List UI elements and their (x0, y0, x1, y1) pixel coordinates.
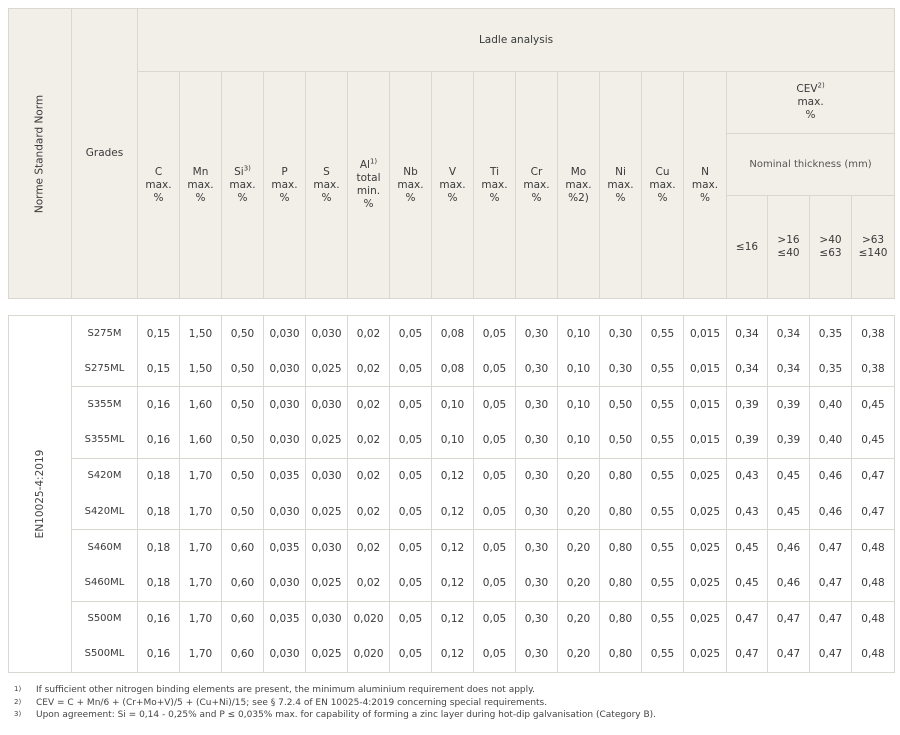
value-cell: 0,16 (138, 601, 180, 637)
value-cell: 0,030 (306, 601, 348, 637)
nominal-thickness-header: Nominal thickness (mm) (727, 134, 895, 196)
value-cell: 1,50 (180, 316, 222, 352)
value-cell: 0,05 (474, 458, 516, 494)
footnote-1: 1) If sufficient other nitrogen binding elements are present, the minimum aluminium requirement does not apply. (14, 685, 536, 695)
value-cell: 0,46 (768, 530, 810, 566)
value-cell: 0,47 (727, 637, 768, 673)
value-cell: 0,12 (432, 637, 474, 673)
value-cell: 0,55 (642, 530, 684, 566)
value-cell: 0,18 (138, 530, 180, 566)
value-cell: 0,025 (684, 530, 727, 566)
value-cell: 0,05 (390, 316, 432, 352)
value-cell: 0,05 (390, 601, 432, 637)
value-cell: 0,35 (810, 351, 852, 387)
value-cell: 0,035 (264, 530, 306, 566)
value-cell: 0,02 (348, 530, 390, 566)
value-cell: 0,030 (264, 316, 306, 352)
table-row (9, 423, 895, 459)
value-cell: 0,02 (348, 423, 390, 459)
grade-cell: S500M (72, 601, 138, 637)
value-cell: 0,45 (852, 387, 895, 423)
value-cell: 0,05 (474, 601, 516, 637)
value-cell: 0,030 (306, 458, 348, 494)
table-row (9, 637, 895, 673)
value-cell: 0,16 (138, 637, 180, 673)
value-cell: 0,05 (474, 565, 516, 601)
value-cell: 0,30 (516, 601, 558, 637)
value-cell: 0,46 (810, 458, 852, 494)
footnote-2: 2) CEV = C + Mn/6 + (Cr+Mo+V)/5 + (Cu+Ni)/15; see § 7.2.4 of EN 10025-4:2019 concerning special requirements. (14, 697, 548, 708)
value-cell: 0,05 (474, 316, 516, 352)
col-header-p: P max. % (264, 72, 306, 299)
value-cell: 0,38 (852, 351, 895, 387)
table-row (9, 316, 895, 352)
value-cell: 0,40 (810, 387, 852, 423)
col-header-ti: Ti max. % (474, 72, 516, 299)
value-cell: 0,20 (558, 601, 600, 637)
value-cell: 0,030 (264, 637, 306, 673)
grade-cell: S460M (72, 530, 138, 566)
value-cell: 0,30 (516, 637, 558, 673)
value-cell: 0,20 (558, 637, 600, 673)
value-cell: 0,50 (222, 458, 264, 494)
value-cell: 0,30 (600, 316, 642, 352)
value-cell: 0,030 (306, 316, 348, 352)
value-cell: 0,05 (390, 530, 432, 566)
value-cell: 0,80 (600, 494, 642, 530)
value-cell: 1,70 (180, 637, 222, 673)
value-cell: 0,025 (684, 458, 727, 494)
value-cell: 1,70 (180, 601, 222, 637)
value-cell: 0,05 (390, 351, 432, 387)
value-cell: 0,55 (642, 494, 684, 530)
value-cell: 0,34 (727, 316, 768, 352)
value-cell: 0,45 (727, 530, 768, 566)
value-cell: 0,18 (138, 458, 180, 494)
value-cell: 0,025 (306, 565, 348, 601)
value-cell: 0,80 (600, 565, 642, 601)
value-cell: 0,02 (348, 351, 390, 387)
value-cell: 0,18 (138, 494, 180, 530)
value-cell: 0,05 (474, 637, 516, 673)
value-cell: 1,60 (180, 387, 222, 423)
value-cell: 0,50 (222, 351, 264, 387)
value-cell: 0,50 (222, 316, 264, 352)
value-cell: 0,43 (727, 458, 768, 494)
value-cell: 0,025 (684, 601, 727, 637)
value-cell: 0,025 (306, 351, 348, 387)
col-header-si: Si$^{3)}$ max. % (222, 72, 264, 299)
value-cell: 0,08 (432, 316, 474, 352)
value-cell: 0,30 (516, 458, 558, 494)
value-cell: 0,20 (558, 458, 600, 494)
value-cell: 0,48 (852, 601, 895, 637)
table-body (8, 315, 895, 673)
value-cell: 0,80 (600, 637, 642, 673)
thickness-header-1: ≤16 (727, 196, 768, 299)
grade-cell: S275ML (72, 351, 138, 387)
col-header-ni: Ni max. % (600, 72, 642, 299)
value-cell: 0,48 (852, 530, 895, 566)
value-cell: 0,39 (727, 387, 768, 423)
col-header-mn: Mn max. % (180, 72, 222, 299)
value-cell: 0,10 (558, 351, 600, 387)
value-cell: 0,45 (768, 458, 810, 494)
value-cell: 0,16 (138, 423, 180, 459)
value-cell: 0,030 (264, 387, 306, 423)
value-cell: 0,15 (138, 316, 180, 352)
value-cell: 0,030 (306, 530, 348, 566)
value-cell: 0,60 (222, 637, 264, 673)
grade-cell: S460ML (72, 565, 138, 601)
col-header-s: S max. % (306, 72, 348, 299)
value-cell: 0,60 (222, 601, 264, 637)
value-cell: 0,030 (264, 565, 306, 601)
value-cell: 0,30 (516, 494, 558, 530)
value-cell: 0,12 (432, 458, 474, 494)
value-cell: 0,47 (810, 530, 852, 566)
value-cell: 0,05 (390, 565, 432, 601)
value-cell: 0,50 (600, 387, 642, 423)
value-cell: 0,80 (600, 458, 642, 494)
col-header-cr: Cr max. % (516, 72, 558, 299)
value-cell: 0,02 (348, 565, 390, 601)
value-cell: 0,30 (516, 530, 558, 566)
value-cell: 0,47 (727, 601, 768, 637)
value-cell: 0,34 (768, 316, 810, 352)
value-cell: 0,55 (642, 637, 684, 673)
value-cell: 0,55 (642, 423, 684, 459)
value-cell: 0,025 (306, 494, 348, 530)
value-cell: 0,47 (768, 637, 810, 673)
value-cell: 0,015 (684, 423, 727, 459)
table-row (9, 565, 895, 601)
value-cell: 0,05 (474, 387, 516, 423)
thickness-header-4: >63 ≤140 (852, 196, 895, 299)
table-row (9, 351, 895, 387)
value-cell: 0,30 (516, 351, 558, 387)
grade-cell: S275M (72, 316, 138, 352)
value-cell: 0,30 (516, 387, 558, 423)
table-row (9, 387, 895, 423)
col-header-v: V max. % (432, 72, 474, 299)
value-cell: 0,47 (810, 637, 852, 673)
value-cell: 0,47 (852, 458, 895, 494)
footnotes (14, 684, 894, 722)
value-cell: 0,16 (138, 387, 180, 423)
table-row (9, 601, 895, 637)
value-cell: 0,55 (642, 351, 684, 387)
value-cell: 0,45 (768, 494, 810, 530)
value-cell: 0,46 (810, 494, 852, 530)
value-cell: 0,46 (768, 565, 810, 601)
value-cell: 0,030 (264, 494, 306, 530)
value-cell: 1,60 (180, 423, 222, 459)
value-cell: 0,05 (474, 530, 516, 566)
value-cell: 0,60 (222, 565, 264, 601)
value-cell: 0,030 (264, 423, 306, 459)
value-cell: 0,025 (684, 565, 727, 601)
value-cell: 0,55 (642, 601, 684, 637)
table-row (9, 530, 895, 566)
value-cell: 0,34 (727, 351, 768, 387)
value-cell: 1,70 (180, 530, 222, 566)
value-cell: 0,80 (600, 530, 642, 566)
table-row (9, 458, 895, 494)
value-cell: 0,02 (348, 316, 390, 352)
col-header-mo: Mo max. %2) (558, 72, 600, 299)
value-cell: 0,50 (222, 494, 264, 530)
value-cell: 0,12 (432, 565, 474, 601)
value-cell: 0,05 (390, 637, 432, 673)
value-cell: 0,035 (264, 601, 306, 637)
value-cell: 0,18 (138, 565, 180, 601)
value-cell: 0,45 (727, 565, 768, 601)
value-cell: 0,80 (600, 601, 642, 637)
value-cell: 1,70 (180, 565, 222, 601)
value-cell: 0,020 (348, 601, 390, 637)
value-cell: 0,47 (852, 494, 895, 530)
value-cell: 0,020 (348, 637, 390, 673)
value-cell: 0,02 (348, 387, 390, 423)
value-cell: 0,30 (516, 316, 558, 352)
value-cell: 0,10 (432, 423, 474, 459)
value-cell: 0,39 (727, 423, 768, 459)
value-cell: 0,47 (810, 601, 852, 637)
value-cell: 0,48 (852, 565, 895, 601)
value-cell: 0,39 (768, 423, 810, 459)
value-cell: 0,10 (558, 423, 600, 459)
value-cell: 1,70 (180, 494, 222, 530)
value-cell: 0,030 (264, 351, 306, 387)
value-cell: 1,70 (180, 458, 222, 494)
thickness-header-2: >16 ≤40 (768, 196, 810, 299)
value-cell: 0,40 (810, 423, 852, 459)
value-cell: 0,55 (642, 387, 684, 423)
value-cell: 0,38 (852, 316, 895, 352)
col-header-cu: Cu max. % (642, 72, 684, 299)
value-cell: 0,20 (558, 565, 600, 601)
grade-cell: S420ML (72, 494, 138, 530)
value-cell: 0,50 (222, 387, 264, 423)
col-header-al: Al$^{1)}$ total min. % (348, 72, 390, 299)
value-cell: 0,12 (432, 601, 474, 637)
value-cell: 0,45 (852, 423, 895, 459)
value-cell: 0,60 (222, 530, 264, 566)
thickness-header-3: >40 ≤63 (810, 196, 852, 299)
value-cell: 0,47 (768, 601, 810, 637)
value-cell: 0,39 (768, 387, 810, 423)
grades-header: Grades (72, 9, 138, 299)
value-cell: 0,05 (390, 494, 432, 530)
grade-cell: S355M (72, 387, 138, 423)
value-cell: 0,05 (474, 423, 516, 459)
value-cell: 0,05 (474, 351, 516, 387)
value-cell: 0,05 (390, 387, 432, 423)
value-cell: 0,15 (138, 351, 180, 387)
value-cell: 0,015 (684, 316, 727, 352)
value-cell: 0,05 (474, 494, 516, 530)
value-cell: 0,20 (558, 494, 600, 530)
value-cell: 0,55 (642, 565, 684, 601)
footnote-3: 3) Upon agreement: Si = 0,14 - 0,25% and P ≤ 0,035% max. for capability of forming a zinc layer during hot-dip galvanisation (Category B). (14, 710, 657, 720)
table-header (8, 8, 895, 299)
value-cell: 0,55 (642, 458, 684, 494)
value-cell: 0,025 (306, 423, 348, 459)
col-header-n: N max. % (684, 72, 727, 299)
value-cell: 0,35 (810, 316, 852, 352)
value-cell: 0,08 (432, 351, 474, 387)
value-cell: 0,025 (684, 494, 727, 530)
value-cell: 0,30 (516, 423, 558, 459)
value-cell: 0,34 (768, 351, 810, 387)
standard-header: Norme Standard Norm (9, 9, 72, 299)
value-cell: 0,035 (264, 458, 306, 494)
value-cell: 0,015 (684, 351, 727, 387)
grade-cell: S500ML (72, 637, 138, 673)
value-cell: 0,55 (642, 316, 684, 352)
col-header-c: C max. % (138, 72, 180, 299)
value-cell: 0,47 (810, 565, 852, 601)
value-cell: 0,12 (432, 494, 474, 530)
value-cell: 0,10 (558, 316, 600, 352)
ladle-analysis-header: Ladle analysis (138, 9, 895, 72)
value-cell: 0,50 (222, 423, 264, 459)
value-cell: 0,05 (390, 458, 432, 494)
value-cell: 0,30 (516, 565, 558, 601)
table-row (9, 494, 895, 530)
grade-cell: S420M (72, 458, 138, 494)
value-cell: 0,48 (852, 637, 895, 673)
grade-cell: S355ML (72, 423, 138, 459)
value-cell: 0,02 (348, 458, 390, 494)
col-header-nb: Nb max. % (390, 72, 432, 299)
value-cell: 0,05 (390, 423, 432, 459)
value-cell: 0,10 (432, 387, 474, 423)
value-cell: 0,030 (306, 387, 348, 423)
value-cell: 0,12 (432, 530, 474, 566)
value-cell: 0,50 (600, 423, 642, 459)
value-cell: 0,20 (558, 530, 600, 566)
value-cell: 0,43 (727, 494, 768, 530)
standard-cell: EN10025-4:2019 (9, 316, 72, 673)
value-cell: 0,02 (348, 494, 390, 530)
value-cell: 0,025 (684, 637, 727, 673)
value-cell: 1,50 (180, 351, 222, 387)
value-cell: 0,30 (600, 351, 642, 387)
value-cell: 0,015 (684, 387, 727, 423)
value-cell: 0,025 (306, 637, 348, 673)
value-cell: 0,10 (558, 387, 600, 423)
cev-header: CEV$^{2)}$ max. % (727, 72, 895, 134)
